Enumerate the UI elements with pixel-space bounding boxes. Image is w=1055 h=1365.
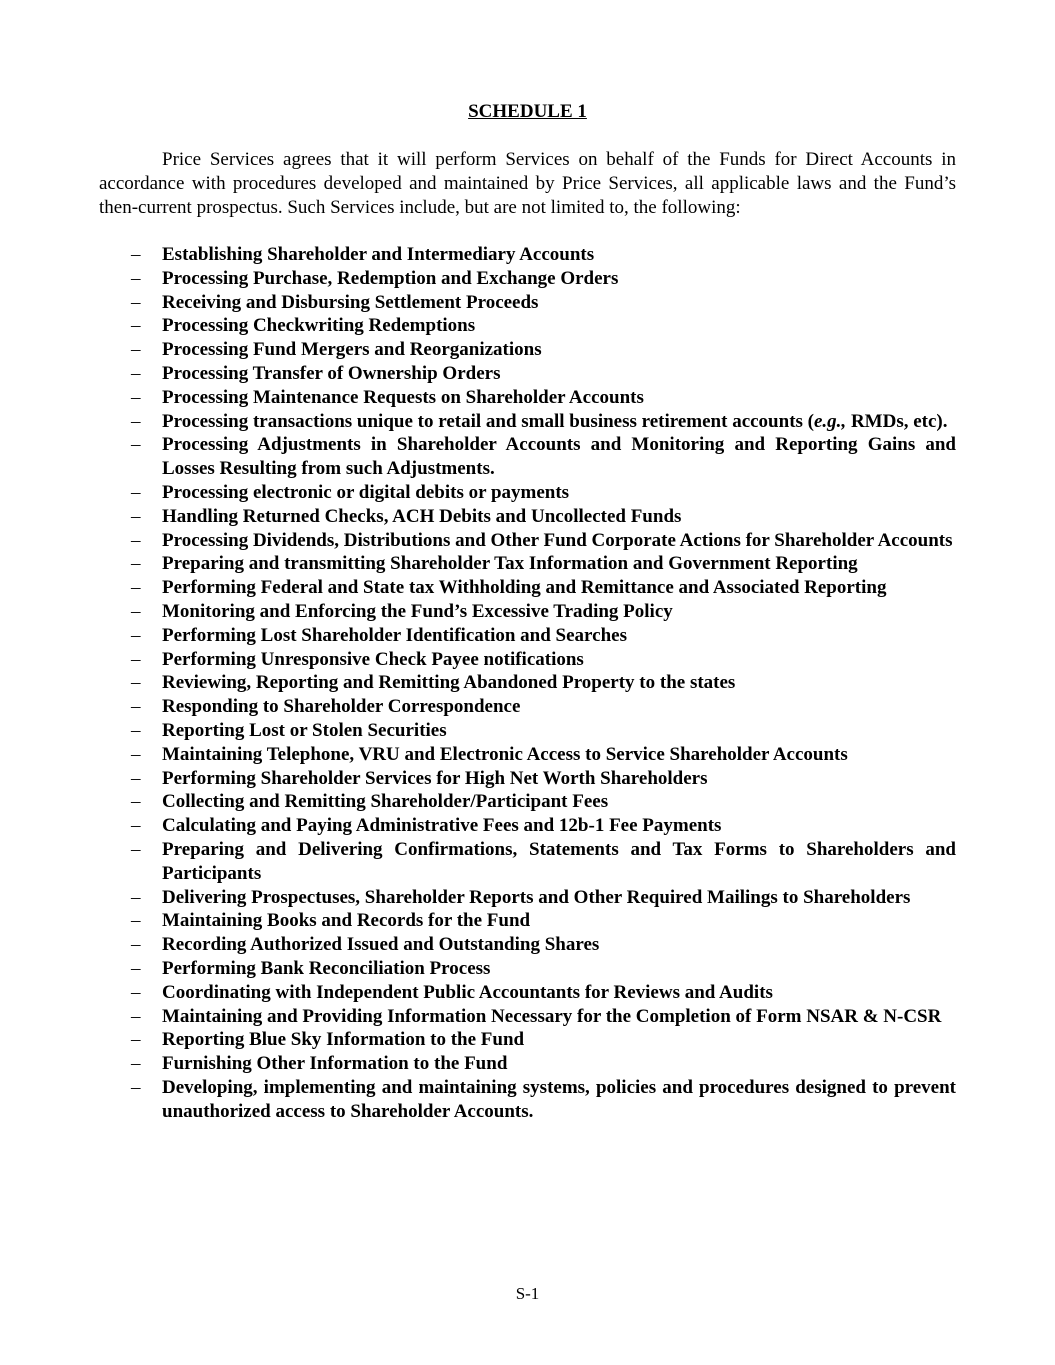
service-list-item [99,386,956,410]
service-list-item [99,743,956,767]
service-item-text: Processing transactions unique to retail and small business retirement accounts (e.g., RMDs, etc). [162,410,948,432]
services-list [99,243,956,1123]
service-item-text: Processing Transfer of Ownership Orders [162,362,501,384]
service-list-item [99,1076,956,1124]
bullet-dash-icon: – [131,434,141,456]
bullet-dash-icon: – [131,838,141,860]
bullet-dash-icon: – [131,244,141,265]
bullet-dash-icon: – [131,529,141,551]
intro-paragraph: Price Services agrees that it will perform Services on behalf of the Funds for Direct Accounts in accordance with procedures developed and maintained by Price Services, all applicable laws and the Fund’s then-current prospectus. Such Services include, but are not limited to, the following: [99,149,956,218]
service-list-item [99,933,956,957]
bullet-dash-icon: – [131,696,141,718]
service-item-text: Reporting Blue Sky Information to the Fund [162,1029,525,1051]
service-list-item [99,529,956,553]
bullet-dash-icon: – [131,339,141,361]
bullet-dash-icon: – [131,981,141,1003]
service-list-item [99,552,956,576]
service-item-text: Receiving and Disbursing Settlement Proceeds [162,291,539,313]
page-title: SCHEDULE 1 [468,101,587,122]
bullet-dash-icon: – [131,481,141,503]
bullet-dash-icon: – [131,267,141,289]
bullet-dash-icon: – [131,886,141,908]
service-list-item [99,338,956,362]
service-item-text: Handling Returned Checks, ACH Debits and Uncollected Funds [162,505,682,527]
service-item-text: Calculating and Paying Administrative Fees and 12b-1 Fee Payments [162,815,722,837]
service-list-item [99,433,956,481]
service-list-item [99,481,956,505]
service-item-text: Performing Shareholder Services for High Net Worth Shareholders [162,767,708,789]
bullet-dash-icon: – [131,767,141,789]
bullet-dash-icon: – [131,719,141,741]
service-list-item [99,767,956,791]
bullet-dash-icon: – [131,648,141,670]
service-item-text: Preparing and transmitting Shareholder Tax Information and Government Reporting [162,553,858,575]
service-item-text: Processing Purchase, Redemption and Exchange Orders [162,267,619,289]
service-list-item [99,362,956,386]
service-item-text: Performing Federal and State tax Withholding and Remittance and Associated Reporting [162,577,887,599]
service-item-text: Performing Lost Shareholder Identification and Searches [162,624,627,646]
service-item-text: Maintaining Books and Records for the Fund [162,910,531,932]
bullet-dash-icon: – [131,600,141,622]
bullet-dash-icon: – [131,1076,141,1098]
service-item-text: Processing Fund Mergers and Reorganizations [162,339,542,361]
service-list-item [99,790,956,814]
service-list-item [99,957,956,981]
service-list-item [99,886,956,910]
service-item-text: Establishing Shareholder and Intermediary Accounts [162,244,595,265]
service-list-item [99,1052,956,1076]
service-list-item [99,243,956,267]
bullet-dash-icon: – [131,672,141,694]
service-list-item [99,719,956,743]
bullet-dash-icon: – [131,934,141,956]
service-list-item [99,410,956,434]
bullet-dash-icon: – [131,957,141,979]
bullet-dash-icon: – [131,386,141,408]
bullet-dash-icon: – [131,553,141,575]
service-list-item [99,981,956,1005]
bullet-dash-icon: – [131,505,141,527]
service-item-text: Responding to Shareholder Correspondence [162,696,521,718]
service-list-item [99,576,956,600]
service-item-text: Processing electronic or digital debits or payments [162,481,570,503]
bullet-dash-icon: – [131,1005,141,1027]
service-item-text: Collecting and Remitting Shareholder/Participant Fees [162,791,609,813]
bullet-dash-icon: – [131,291,141,313]
service-item-text: Coordinating with Independent Public Accountants for Reviews and Audits [162,981,773,1003]
service-item-text: Developing, implementing and maintaining systems, policies and procedures designed to prevent unauthorized access to Shareholder Accounts. [162,1076,956,1122]
bullet-dash-icon: – [131,910,141,932]
service-item-text: Maintaining and Providing Information Necessary for the Completion of Form NSAR & N-CSR [162,1005,942,1027]
bullet-dash-icon: – [131,743,141,765]
service-list-item [99,600,956,624]
service-item-text: Maintaining Telephone, VRU and Electronic Access to Service Shareholder Accounts [162,743,848,765]
service-item-text: Processing Adjustments in Shareholder Accounts and Monitoring and Reporting Gains and Losses Resulting from such Adjustments. [162,434,956,480]
service-item-text: Monitoring and Enforcing the Fund’s Excessive Trading Policy [162,600,673,622]
service-list-item [99,648,956,672]
bullet-dash-icon: – [131,362,141,384]
bullet-dash-icon: – [131,815,141,837]
bullet-dash-icon: – [131,624,141,646]
service-list-item [99,624,956,648]
bullet-dash-icon: – [131,1053,141,1075]
service-list-item [99,291,956,315]
service-item-text: Recording Authorized Issued and Outstanding Shares [162,934,600,956]
bullet-dash-icon: – [131,410,141,432]
service-list-item [99,1005,956,1029]
service-list-item [99,671,956,695]
bullet-dash-icon: – [131,315,141,337]
service-list-item [99,814,956,838]
service-list-item [99,1028,956,1052]
service-item-text: Processing Maintenance Requests on Shareholder Accounts [162,386,644,408]
service-item-text: Processing Checkwriting Redemptions [162,315,476,337]
service-list-item [99,695,956,719]
service-list-item [99,909,956,933]
page-number: S-1 [515,1284,540,1303]
service-item-text: Delivering Prospectuses, Shareholder Reports and Other Required Mailings to Shareholders [162,886,911,908]
service-list-item [99,314,956,338]
service-list-item [99,838,956,886]
bullet-dash-icon: – [131,791,141,813]
service-item-text: Reporting Lost or Stolen Securities [162,719,447,741]
bullet-dash-icon: – [131,1029,141,1051]
service-item-text: Processing Dividends, Distributions and Other Fund Corporate Actions for Shareholder Accounts [162,529,953,551]
service-item-text: Performing Bank Reconciliation Process [162,957,491,979]
service-item-text: Furnishing Other Information to the Fund [162,1053,508,1075]
service-list-item [99,505,956,529]
service-item-text: Reviewing, Reporting and Remitting Abandoned Property to the states [162,672,736,694]
service-item-text: Preparing and Delivering Confirmations, Statements and Tax Forms to Shareholders and Participants [162,838,956,884]
service-item-text: Performing Unresponsive Check Payee notifications [162,648,584,670]
bullet-dash-icon: – [131,577,141,599]
service-list-item [99,267,956,291]
